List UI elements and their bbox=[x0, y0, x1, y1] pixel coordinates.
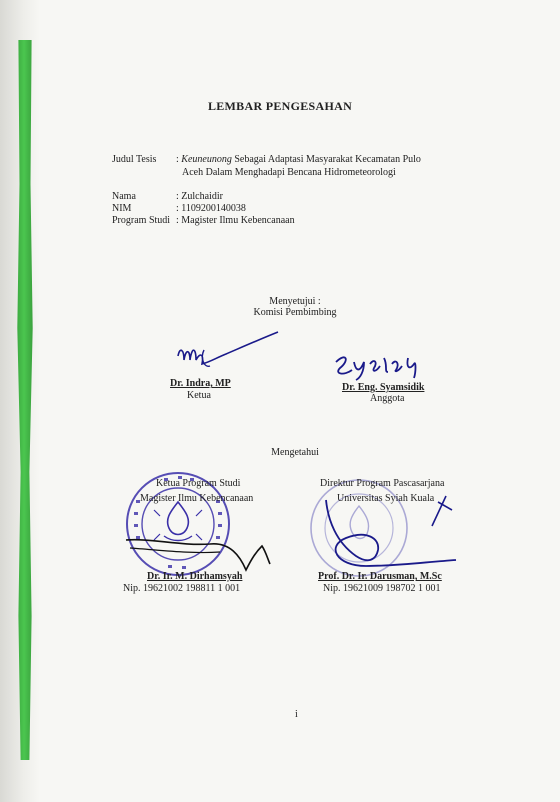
nama-label: Nama bbox=[112, 191, 136, 202]
judul-line1-rest: Sebagai Adaptasi Masyarakat Kecamatan Pulo bbox=[231, 154, 421, 165]
judul-italic-word: Keuneunong bbox=[181, 154, 232, 165]
right-title-line2: Universitas Syiah Kuala bbox=[337, 493, 435, 504]
prodi-label: Program Studi bbox=[112, 215, 171, 226]
ketua-role: Ketua bbox=[187, 390, 211, 401]
left-signer-nip: Nip. 19621002 198811 1 001 bbox=[123, 583, 241, 594]
anggota-name: Dr. Eng. Syamsidik bbox=[342, 382, 425, 393]
nama-value: : Zulchaidir bbox=[176, 191, 223, 202]
page-number: i bbox=[295, 709, 298, 720]
mengetahui-label: Mengetahui bbox=[271, 447, 319, 458]
signature-ketua-prodi bbox=[120, 500, 280, 582]
anggota-role: Anggota bbox=[370, 393, 405, 404]
signature-anggota bbox=[330, 348, 440, 384]
judul-value-line1 bbox=[176, 154, 421, 165]
judul-separator: : bbox=[176, 154, 179, 165]
ketua-name: Dr. Indra, MP bbox=[170, 378, 231, 389]
right-signer-nip: Nip. 19621009 198702 1 001 bbox=[323, 583, 441, 594]
left-signer-name: Dr. Ir. M. Dirhamsyah bbox=[147, 571, 243, 582]
right-signer-name: Prof. Dr. Ir. Darusman, M.Sc bbox=[318, 571, 442, 582]
right-title-line1: Direktur Program Pascasarjana bbox=[320, 478, 445, 489]
judul-value-line2: Aceh Dalam Menghadapi Bencana Hidrometeorologi bbox=[182, 167, 396, 178]
green-ribbon bbox=[14, 40, 36, 760]
left-title-line2: Magister Ilmu Kebencanaan bbox=[140, 493, 254, 504]
prodi-value: : Magister Ilmu Kebencanaan bbox=[176, 215, 295, 226]
judul-label: Judul Tesis bbox=[112, 154, 157, 165]
page-title: LEMBAR PENGESAHAN bbox=[207, 99, 353, 113]
signature-ketua bbox=[170, 328, 285, 378]
nim-label: NIM bbox=[112, 203, 132, 214]
komisi-label: Komisi Pembimbing bbox=[253, 307, 337, 318]
menyetujui-label: Menyetujui : bbox=[269, 296, 321, 307]
nim-value: : 1109200140038 bbox=[176, 203, 246, 214]
left-title-line1: Ketua Program Studi bbox=[156, 478, 241, 489]
